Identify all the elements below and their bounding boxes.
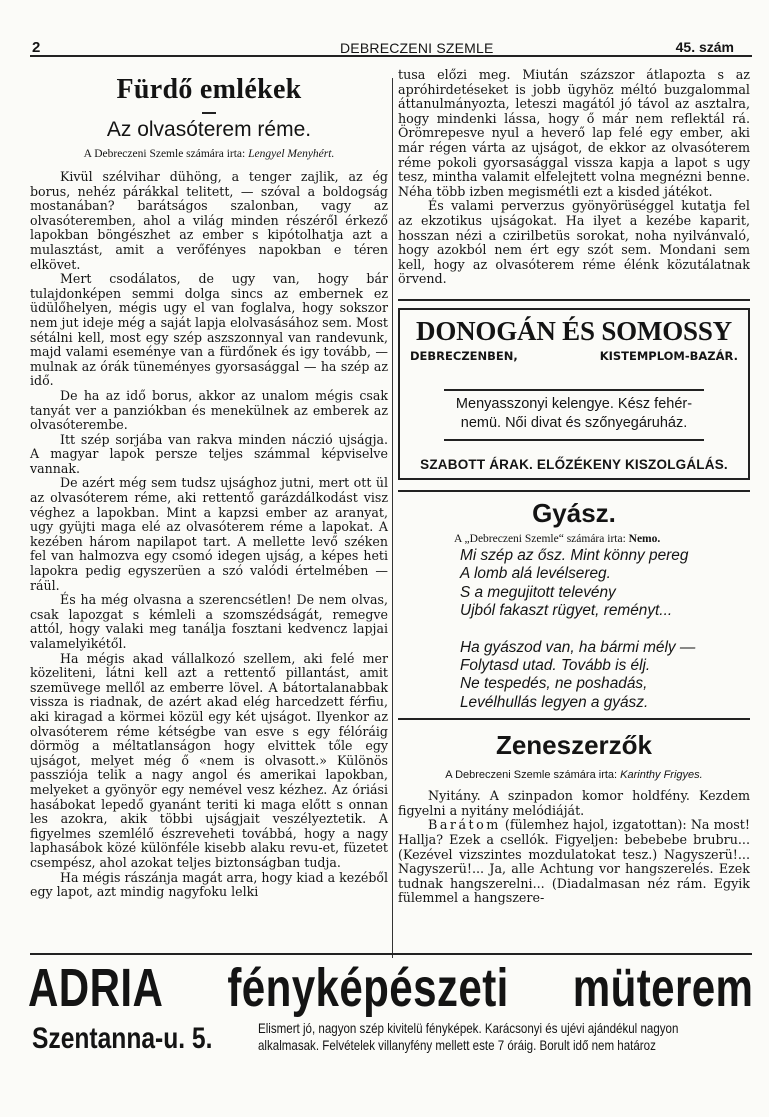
speaker-name: Barátom <box>428 817 501 833</box>
section-divider <box>398 299 750 301</box>
ad-word: fényképészeti <box>227 958 509 1018</box>
ad-divider <box>444 389 704 391</box>
paragraph: Ha mégis akad vállalkozó szellem, aki felé mer közeliteni, látni kell azt a rettentő pillantást, amit szemüvege mellől az emberre lövel. A bátortalanabbak vissza is riadnak, de azért akad elég harcedzett férfiu, aki kiragad a körmei közül egy két ujságot. Ilyenkor az olvasóterem réme kétségbe van esve s egy félóráig dörmög a méltatlanságon hogy elvittek tőle egy ujságot, melyet még ő «nem is olvasott.» Különös passziója telik a nagy angol és amerikai lapokban, melyeket a gyönyör egy nemével vesz kézhez. Az óriási hasábokat lepedő gyanánt teriti ki maga előtt s onnan les azokra, akik többi ujságjait veszélyeztetik. A figyelmes szemlélő észreveheti továbbá, hogy a nagy laphasábok közé különféle kisebb alaku revu-et, füzetet csempész, ahol azokat teljes biztonságban tudja. <box>30 650 388 870</box>
stanza-gap <box>460 621 750 639</box>
ad-address: Szentanna-u. 5. <box>32 1022 213 1055</box>
paragraph: Nyitány. A szinpadon komor holdfény. Kezdem figyelni a nyitány melódiáját. <box>398 788 750 818</box>
ad-description-line: nemü. Női divat és szőnyegáruház. <box>460 414 688 431</box>
poem-line: Ha gyászod van, ha bármi mély — <box>460 638 696 656</box>
paragraph: Ha mégis rászánja magát arra, hogy kiad a kezéből egy lapot, azt mindig nagyfoku lelki <box>30 869 388 900</box>
poem-body <box>460 547 750 712</box>
poem-line: Levélhullás legyen a gyász. <box>460 693 649 711</box>
advertisement-donogan <box>398 308 750 480</box>
ad-company-name: DONOGÁN ÉS SOMOSSY <box>416 315 732 346</box>
ad-divider <box>444 439 704 441</box>
article-body-left <box>30 170 388 900</box>
poem-byline <box>454 533 750 545</box>
poem-line: Ujból fakaszt rügyet, reményt... <box>460 602 673 620</box>
poem-line: S a megujitott televény <box>460 583 616 601</box>
left-column <box>30 62 388 900</box>
paragraph: Itt szép sorjába van rakva minden náczió ujságja. A magyar lapok persze teljes számmal képviselve vannak. <box>30 431 388 476</box>
ad-description <box>406 395 742 433</box>
section-divider <box>30 953 752 955</box>
byline-author: Karinthy Frigyes. <box>620 769 703 782</box>
ad-store: KISTEMPLOM-BAZÁR. <box>599 348 738 363</box>
byline-prefix: A „Debreczeni Szemle“ számára irta: <box>454 532 626 545</box>
paragraph: De ha az idő borus, akkor az unalom mégis csak tanyát ver a panziókban és menekülnek az emberek az olvasóterembe. <box>30 387 388 433</box>
paragraph: És ha még olvasna a szerencsétlen! De nem olvas, csak lapozgat s kémleli a szomszédságát, remegve attól, hogy valaki meg tanálja fosztani kedvencz lapjai valamelyikétől. <box>30 592 388 651</box>
article-byline <box>398 769 750 781</box>
page-number: 2 <box>32 39 41 56</box>
right-column <box>398 68 750 906</box>
paragraph: Kivül szélvihar dühöng, a tenger zajlik, az ég borus, nehéz párákkal telitett, — szóval a boldogság mostanában? barátságos szalonban, vagy az olvasóteremben, ahol a világ minden részéről érkező lapokban böngészhet az ember s kipótolhatja azt a mulasztást, amit a verőfényes napokban e téren elkövet. <box>30 169 388 272</box>
paragraph: De azért még sem tudsz ujsághoz jutni, mert ott ül az olvasóterem réme, aki rettentő garázdálkodást visz véghez a lapokban. Mint a kapzsi ember az aranyat, ugy gyüjti maga elé az olvasóterem réme a lapokat. A kezében három napilapot tart. A mellette levő széken fel van halmozva egy csomó idegen ujság, a képes heti lapokra pedig egyszerüen a szó valódi értelmében — ráül. <box>30 475 388 593</box>
section-divider <box>398 718 750 720</box>
title-divider <box>202 112 216 114</box>
poem-line: Ne tespedés, ne poshadás, <box>460 675 648 693</box>
poem-title: Gyász. <box>532 497 616 528</box>
ad-tagline: SZABOTT ÁRAK. ELŐZÉKENY KISZOLGÁLÁS. <box>420 456 728 472</box>
byline-author: Nemo. <box>628 532 661 545</box>
ad-location <box>406 347 742 363</box>
ad-description-line: alkalmasak. Felvételek villanyfény mellett este 7 óráig. Borult idő nem határoz <box>258 1036 656 1053</box>
paragraph <box>398 818 750 906</box>
paragraph: És valami perverzus gyönyörüséggel kutatja fel az ekzotikus ujságokat. Ha ilyet a kezébe kaparit, hosszan nézi a czirilbetüs sorokat, noha nyilvánvaló, hogy azokból nem ért egy szót sem. Mondani sem kell, hogy az olvasóterem réme élénk közutálatnak örvend. <box>398 198 750 287</box>
article-title: Zeneszerzők <box>495 730 653 761</box>
poem-line: Mi szép az ősz. Mint könny pereg <box>460 546 689 564</box>
article-body-right <box>398 68 750 287</box>
byline-author: Lengyel Menyhért. <box>248 148 335 160</box>
ad-description-line: Menyasszonyi kelengye. Kész fehér- <box>455 395 693 412</box>
ad-word: müterem <box>572 958 754 1018</box>
column-divider <box>392 78 393 958</box>
ad-description-line: Elismert jó, nagyon szép kivitelü fényképek. Karácsonyi és ujévi ajándékul nagyon <box>258 1020 679 1036</box>
paragraph: Mert csodálatos, de ugy van, hogy bár tulajdonképen semmi dolga sincs az embernek ez üdülőhelyen, mégis ugy el van foglalva, hogy sokszor nem jut ideje még a saját lapja elolvasásához sem. Most sétálni kell, most egy szép aszszonnyal van randevunk, majd valami eseménye van a fürdőnek és igy tovább, — mulnak az órák tüneményes gyorsasággal — ha szép az idő. <box>30 271 388 389</box>
article-title: Fürdő emlékek <box>116 74 302 105</box>
paragraph: tusa előzi meg. Miután százszor átlapozta s az apróhirdetéseket is jobb ügyhöz méltó buzgalommal áttanulmányozta, leteszi magától jó távol az asztalra, hogy mindenki lássa, hogy ő már nem reflektál rá. Örömrepesve nyul a heverő lap felé egy ember, aki már régen várta az ujságot, de ekkor az olvasóterem réme pokoli gyorsasággal vissza kapja a lapot s ugy tesz, mintha valamit elfelejtett volna megnézni benne. Néha több izben megismétli ezt a kisded játékot. <box>398 67 750 199</box>
ad-description <box>258 1020 754 1053</box>
byline-prefix: A Debreczeni Szemle számára irta: <box>445 769 618 782</box>
masthead: DEBRECZENI SZEMLE <box>340 40 494 56</box>
article-byline <box>30 148 388 160</box>
byline-prefix: A Debreczeni Szemle számára irta: <box>83 148 246 160</box>
advertisement-adria-headline <box>28 958 753 1018</box>
issue-number: 45. szám <box>675 39 734 55</box>
article-subtitle: Az olvasóterem réme. <box>106 118 312 141</box>
poem-line: Folytasd utad. Tovább is élj. <box>460 656 651 674</box>
ad-city: DEBRECZENBEN, <box>410 348 518 363</box>
ad-word: ADRIA <box>28 958 164 1018</box>
poem-line: A lomb alá levélsereg. <box>460 565 611 583</box>
section-divider <box>398 490 750 492</box>
paragraph-text: (fülemhez hajol, izgatottan): Na most! Hallja? Ezek a csellók. Figyeljen: bebebebe brubru... (Kezével vizszintes mozdulatokat tesz.) Nagyszerü!... Nagyszerü!... Ja, alle Achtung vor hangszerelés. Ezek tudnak hangszerelni... (Diadalmasan néz rám. Egyik fülemmel a hangszere- <box>398 817 750 906</box>
running-header <box>30 37 752 57</box>
article-body <box>398 789 750 906</box>
